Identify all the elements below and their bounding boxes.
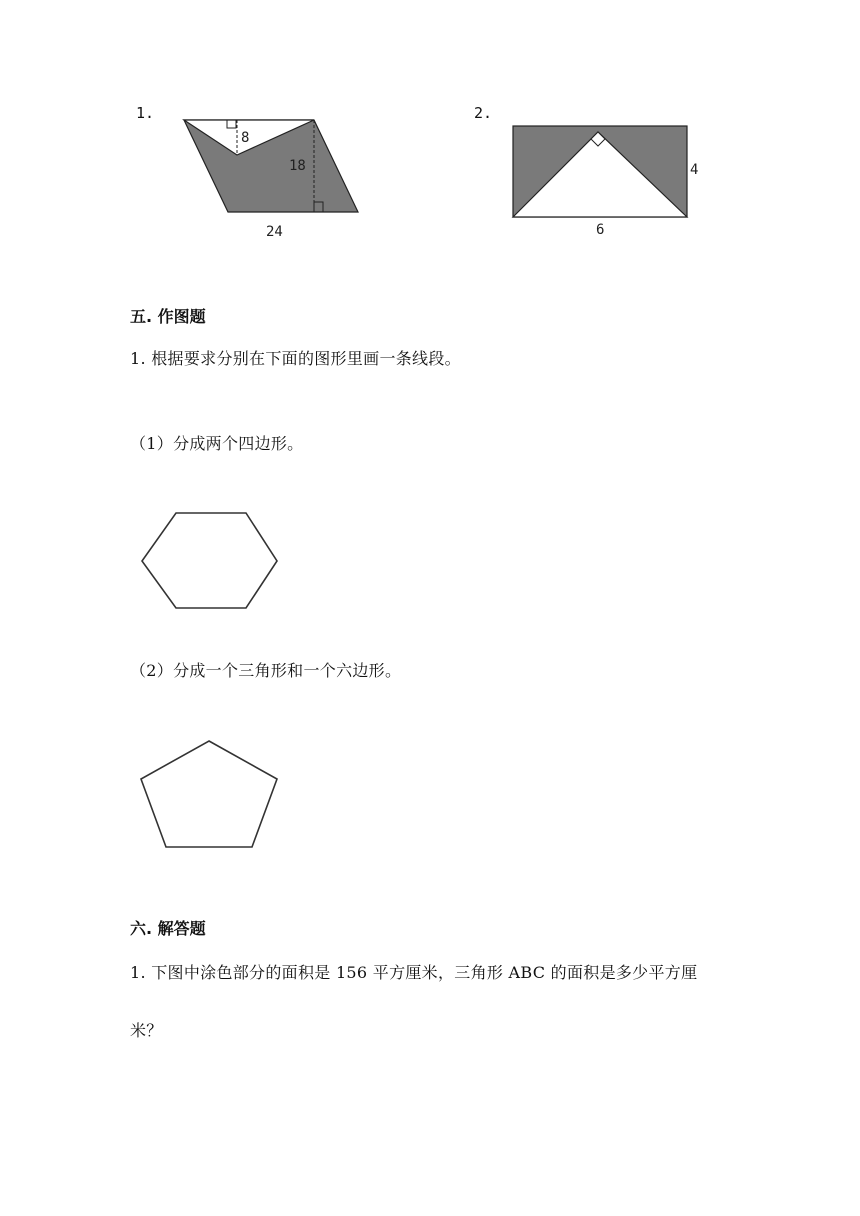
section-5-part-1: （1）分成两个四边形。 xyxy=(130,434,304,453)
figure-2-diagram xyxy=(505,118,710,243)
figure-1-number: 1. xyxy=(136,104,155,122)
section-5-title: 五. 作图题 xyxy=(130,307,206,326)
hexagon-figure xyxy=(136,507,286,615)
label-height: 4 xyxy=(690,162,699,178)
section-6-title: 六. 解答题 xyxy=(130,919,206,938)
label-base: 24 xyxy=(266,224,283,240)
label-height: 18 xyxy=(289,158,306,174)
section-5-question-1: 1. 根据要求分别在下面的图形里画一条线段。 xyxy=(130,349,461,368)
label-base: 6 xyxy=(596,222,605,238)
pentagon-figure xyxy=(134,735,284,853)
section-6-question-1-line-1: 1. 下图中涂色部分的面积是 156 平方厘米，三角形 ABC 的面积是多少平方厘 xyxy=(130,963,698,982)
figure-2-number: 2. xyxy=(474,104,493,122)
figure-1-diagram xyxy=(170,110,380,250)
pentagon xyxy=(141,741,277,847)
section-6-question-1-line-2: 米？ xyxy=(130,1021,163,1040)
section-5-part-2: （2）分成一个三角形和一个六边形。 xyxy=(130,661,402,680)
hexagon xyxy=(142,513,277,608)
label-inner-height: 8 xyxy=(241,130,250,146)
